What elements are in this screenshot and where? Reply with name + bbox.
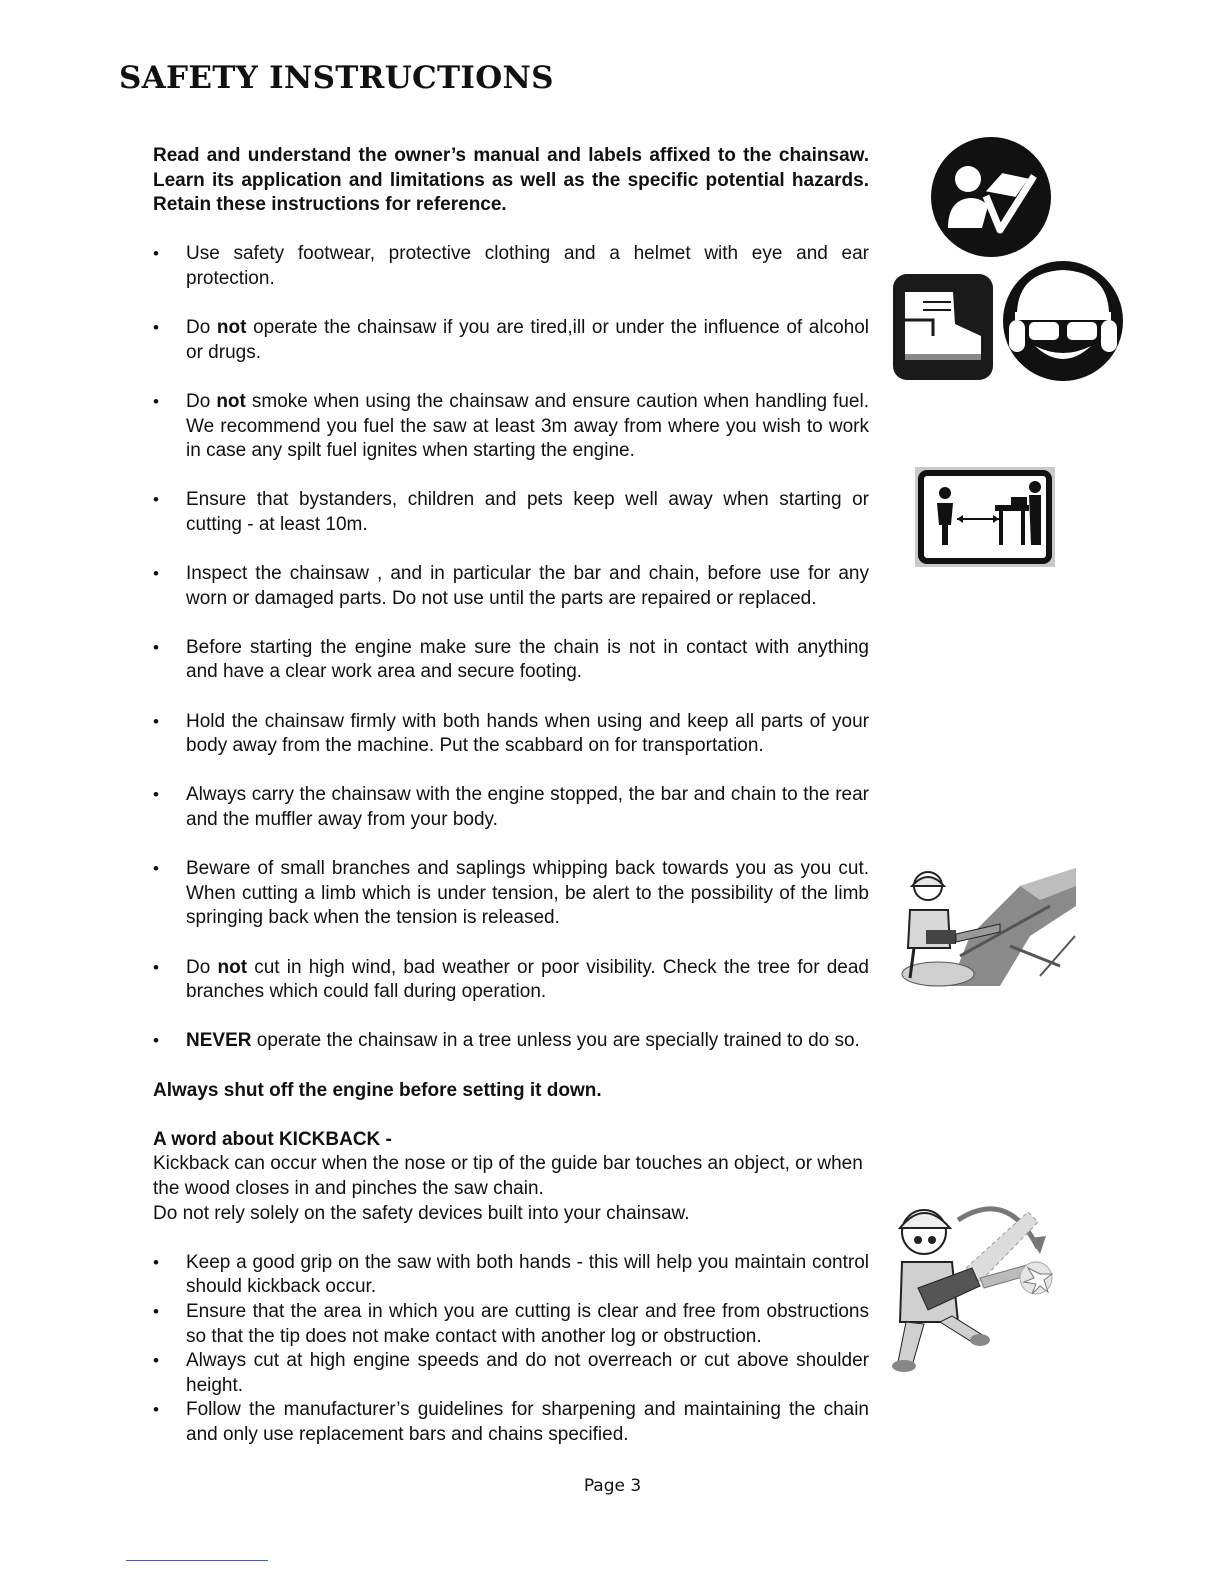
list-item: • Use safety footwear, protective clothing and a helmet with eye and ear protection. — [153, 242, 869, 291]
list-item: • Hold the chainsaw firmly with both hands when using and keep all parts of your body away from the machine. Put the scabbard on for transportation. — [153, 710, 869, 759]
list-item: • Ensure that the area in which you are cutting is clear and free from obstructions so that the tip does not make contact with another log or obstruction. — [153, 1300, 869, 1349]
list-item: • Do not cut in high wind, bad weather or poor visibility. Check the tree for dead branches which could fall during operation. — [153, 956, 869, 1005]
instructions-body — [153, 144, 869, 1447]
kickback-bullet-list — [153, 1251, 869, 1448]
list-item: • Beware of small branches and saplings whipping back towards you as you cut. When cutting a limb which is under tension, be alert to the possibility of the limb springing back when the tension is released. — [153, 857, 869, 931]
kickback-illustration — [888, 1192, 1058, 1376]
list-item: • Always carry the chainsaw with the engine stopped, the bar and chain to the rear and the muffler away from your body. — [153, 783, 869, 832]
page-number: Page 3 — [583, 1476, 642, 1496]
list-item: • Always cut at high engine speeds and do not overreach or cut above shoulder height. — [153, 1349, 869, 1398]
kickback-description: Kickback can occur when the nose or tip of the guide bar touches an object, or when the wood closes in and pinches the saw chain. Do not rely solely on the safety devices built into your chainsaw. — [153, 1153, 863, 1224]
list-item: • Do not operate the chainsaw if you are tired,ill or under the influence of alcohol or drugs. — [153, 316, 869, 365]
footer-rule — [126, 1560, 268, 1561]
kickback-heading: A word about KICKBACK - — [153, 1128, 392, 1150]
shutoff-warning: Always shut off the engine before setting it down. — [153, 1079, 602, 1101]
list-item: • NEVER operate the chainsaw in a tree unless you are specially trained to do so. — [153, 1029, 869, 1054]
read-manual-icon — [930, 136, 1052, 258]
page-title: SAFETY INSTRUCTIONS — [119, 60, 554, 96]
list-item: • Keep a good grip on the saw with both hands - this will help you maintain control should kickback occur. — [153, 1251, 869, 1300]
keep-distance-icon — [915, 467, 1055, 567]
list-item: • Before starting the engine make sure the chain is not in contact with anything and have a clear work area and secure footing. — [153, 636, 869, 685]
list-item: • Inspect the chainsaw , and in particular the bar and chain, before use for any worn or damaged parts. Do not use until the parts are repaired or replaced. — [153, 562, 869, 611]
intro-paragraph: Read and understand the owner’s manual and labels affixed to the chainsaw. Learn its application and limitations as well as the specific potential hazards. Retain these instructions for reference. — [153, 145, 869, 216]
safety-bullet-list — [153, 242, 869, 1054]
safety-boot-icon — [893, 274, 993, 380]
helmet-ear-eye-protection-icon — [1001, 260, 1125, 382]
list-item: • Follow the manufacturer’s guidelines for sharpening and maintaining the chain and only use replacement bars and chains specified. — [153, 1398, 869, 1447]
branch-whipback-illustration — [900, 866, 1080, 988]
list-item: • Do not smoke when using the chainsaw and ensure caution when handling fuel. We recommend you fuel the saw at least 3m away from where you wish to work in case any spilt fuel ignites when starting the engine. — [153, 390, 869, 464]
list-item: • Ensure that bystanders, children and pets keep well away when starting or cutting - at least 10m. — [153, 488, 869, 537]
